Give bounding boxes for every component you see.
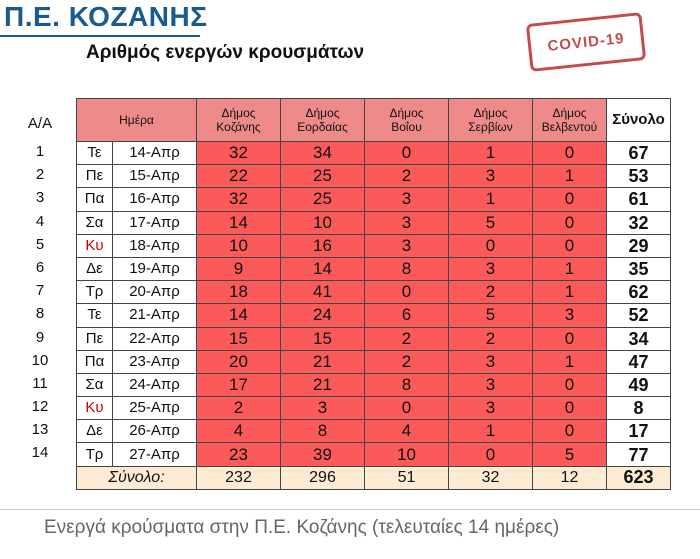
servia-cell: 1 (449, 142, 533, 165)
header-total: Σύνολο (607, 99, 671, 142)
eordaia-cell: 3 (281, 397, 365, 420)
servia-cell: 3 (449, 350, 533, 373)
voio-cell: 10 (365, 443, 449, 466)
table-header-row (77, 99, 671, 142)
table-subtitle: Αριθμός ενεργών κρουσμάτων (86, 42, 365, 63)
servia-cell: 1 (449, 188, 533, 211)
day-of-week-cell: Πε (77, 165, 113, 188)
velvento-cell: 1 (533, 257, 607, 280)
totals-label: Σύνολο: (77, 466, 197, 489)
kozani-cell: 9 (197, 257, 281, 280)
day-of-week-cell: Τρ (77, 443, 113, 466)
eordaia-cell: 16 (281, 234, 365, 257)
row-index: 11 (32, 374, 48, 392)
day-of-week-cell: Τρ (77, 281, 113, 304)
header-kozani: Δήμος Κοζάνης (197, 99, 281, 142)
row-total-cell: 8 (607, 397, 671, 420)
date-cell: 22-Απρ (113, 327, 197, 350)
page-title: Π.Ε. ΚΟΖΑΝΗΣ (4, 1, 208, 32)
voio-cell: 2 (365, 350, 449, 373)
table-row (77, 327, 671, 350)
row-index: 4 (35, 212, 45, 230)
date-cell: 25-Απρ (113, 397, 197, 420)
servia-cell: 3 (449, 257, 533, 280)
kozani-cell: 2 (197, 397, 281, 420)
row-total-cell: 77 (607, 443, 671, 466)
velvento-cell: 5 (533, 443, 607, 466)
voio-cell: 0 (365, 281, 449, 304)
eordaia-cell: 15 (281, 327, 365, 350)
date-cell: 24-Απρ (113, 373, 197, 396)
row-index: 5 (35, 235, 45, 253)
row-index: 1 (35, 143, 45, 160)
velvento-cell: 0 (533, 373, 607, 396)
kozani-cell: 10 (197, 234, 281, 257)
date-cell: 21-Απρ (113, 304, 197, 327)
velvento-cell: 1 (533, 281, 607, 304)
row-total-cell: 61 (607, 188, 671, 211)
table-row (77, 350, 671, 373)
kozani-cell: 17 (197, 373, 281, 396)
velvento-cell: 0 (533, 211, 607, 234)
date-cell: 27-Απρ (113, 443, 197, 466)
header-eordaia: Δήμος Εορδαίας (281, 99, 365, 142)
servia-cell: 3 (449, 373, 533, 396)
total-eordaia: 296 (281, 466, 365, 489)
row-total-cell: 17 (607, 420, 671, 443)
day-of-week-cell: Κυ (77, 397, 113, 420)
table-row (77, 257, 671, 280)
velvento-cell: 1 (533, 350, 607, 373)
row-total-cell: 49 (607, 373, 671, 396)
velvento-cell: 0 (533, 420, 607, 443)
date-cell: 15-Απρ (113, 165, 197, 188)
table-row (77, 165, 671, 188)
eordaia-cell: 25 (281, 188, 365, 211)
row-index: 7 (35, 282, 45, 300)
velvento-cell: 1 (533, 165, 607, 188)
kozani-cell: 14 (197, 304, 281, 327)
day-of-week-cell: Δε (77, 257, 113, 280)
kozani-cell: 32 (197, 142, 281, 165)
eordaia-cell: 10 (281, 211, 365, 234)
voio-cell: 2 (365, 165, 449, 188)
total-servia: 32 (449, 466, 533, 489)
velvento-cell: 0 (533, 327, 607, 350)
day-of-week-cell: Πα (77, 350, 113, 373)
row-index: 8 (35, 305, 45, 323)
day-of-week-cell: Πε (77, 327, 113, 350)
footer-divider (0, 509, 700, 510)
velvento-cell: 0 (533, 234, 607, 257)
voio-cell: 8 (365, 373, 449, 396)
table-row (77, 142, 671, 165)
eordaia-cell: 39 (281, 443, 365, 466)
row-total-cell: 52 (607, 304, 671, 327)
day-of-week-cell: Τε (77, 142, 113, 165)
header-voio: Δήμος Βοΐου (365, 99, 449, 142)
table-row (77, 397, 671, 420)
servia-cell: 5 (449, 211, 533, 234)
header-servia: Δήμος Σερβίων (449, 99, 533, 142)
date-cell: 14-Απρ (113, 142, 197, 165)
servia-cell: 0 (449, 234, 533, 257)
servia-cell: 3 (449, 397, 533, 420)
date-cell: 16-Απρ (113, 188, 197, 211)
voio-cell: 8 (365, 257, 449, 280)
title-underline (0, 35, 200, 37)
row-total-cell: 53 (607, 165, 671, 188)
date-cell: 19-Απρ (113, 257, 197, 280)
day-of-week-cell: Τε (77, 304, 113, 327)
voio-cell: 3 (365, 188, 449, 211)
eordaia-cell: 25 (281, 165, 365, 188)
velvento-cell: 0 (533, 188, 607, 211)
header-velvento: Δήμος Βελβεντού (533, 99, 607, 142)
row-index: 6 (35, 258, 45, 276)
aa-column (20, 140, 60, 465)
kozani-cell: 23 (197, 443, 281, 466)
eordaia-cell: 21 (281, 350, 365, 373)
row-index: 9 (35, 328, 45, 346)
servia-cell: 2 (449, 327, 533, 350)
header-day: Ημέρα (77, 99, 197, 142)
row-total-cell: 35 (607, 257, 671, 280)
voio-cell: 0 (365, 397, 449, 420)
velvento-cell: 0 (533, 397, 607, 420)
row-index: 10 (31, 351, 49, 369)
voio-cell: 6 (365, 304, 449, 327)
footer-caption: Ενεργά κρούσματα στην Π.Ε. Κοζάνης (τελευταίες 14 ημέρες) (44, 517, 560, 538)
kozani-cell: 20 (197, 350, 281, 373)
total-velvento: 12 (533, 466, 607, 489)
row-total-cell: 47 (607, 350, 671, 373)
voio-cell: 3 (365, 211, 449, 234)
servia-cell: 0 (449, 443, 533, 466)
eordaia-cell: 8 (281, 420, 365, 443)
servia-cell: 5 (449, 304, 533, 327)
kozani-cell: 18 (197, 281, 281, 304)
eordaia-cell: 24 (281, 304, 365, 327)
voio-cell: 0 (365, 142, 449, 165)
row-total-cell: 34 (607, 327, 671, 350)
date-cell: 17-Απρ (113, 211, 197, 234)
row-index: 2 (35, 166, 45, 184)
servia-cell: 2 (449, 281, 533, 304)
table-row (77, 188, 671, 211)
total-kozani: 232 (197, 466, 281, 489)
day-of-week-cell: Σα (77, 211, 113, 234)
voio-cell: 4 (365, 420, 449, 443)
date-cell: 20-Απρ (113, 281, 197, 304)
day-of-week-cell: Δε (77, 420, 113, 443)
row-index: 14 (31, 444, 49, 462)
table-row (77, 281, 671, 304)
row-index: 3 (35, 189, 45, 207)
kozani-cell: 22 (197, 165, 281, 188)
voio-cell: 3 (365, 234, 449, 257)
row-index: 13 (31, 421, 49, 439)
kozani-cell: 4 (197, 420, 281, 443)
date-cell: 23-Απρ (113, 350, 197, 373)
servia-cell: 1 (449, 420, 533, 443)
table-row (77, 443, 671, 466)
kozani-cell: 14 (197, 211, 281, 234)
date-cell: 18-Απρ (113, 234, 197, 257)
day-of-week-cell: Κυ (77, 234, 113, 257)
eordaia-cell: 34 (281, 142, 365, 165)
totals-row (77, 466, 671, 489)
table-row (77, 304, 671, 327)
day-of-week-cell: Πα (77, 188, 113, 211)
total-voio: 51 (365, 466, 449, 489)
eordaia-cell: 14 (281, 257, 365, 280)
table-row (77, 234, 671, 257)
eordaia-cell: 21 (281, 373, 365, 396)
aa-column-header: Α/Α (27, 115, 53, 132)
kozani-cell: 15 (197, 327, 281, 350)
velvento-cell: 0 (533, 142, 607, 165)
day-of-week-cell: Σα (77, 373, 113, 396)
kozani-cell: 32 (197, 188, 281, 211)
voio-cell: 2 (365, 327, 449, 350)
active-cases-table (76, 98, 671, 490)
covid-stamp-logo: COVID-19 (526, 12, 646, 72)
row-total-cell: 29 (607, 234, 671, 257)
row-total-cell: 62 (607, 281, 671, 304)
row-index: 12 (31, 398, 49, 416)
table-row (77, 420, 671, 443)
velvento-cell: 3 (533, 304, 607, 327)
table-row (77, 211, 671, 234)
table-row (77, 373, 671, 396)
grand-total: 623 (607, 466, 671, 489)
eordaia-cell: 41 (281, 281, 365, 304)
date-cell: 26-Απρ (113, 420, 197, 443)
row-total-cell: 67 (607, 142, 671, 165)
servia-cell: 3 (449, 165, 533, 188)
row-total-cell: 32 (607, 211, 671, 234)
